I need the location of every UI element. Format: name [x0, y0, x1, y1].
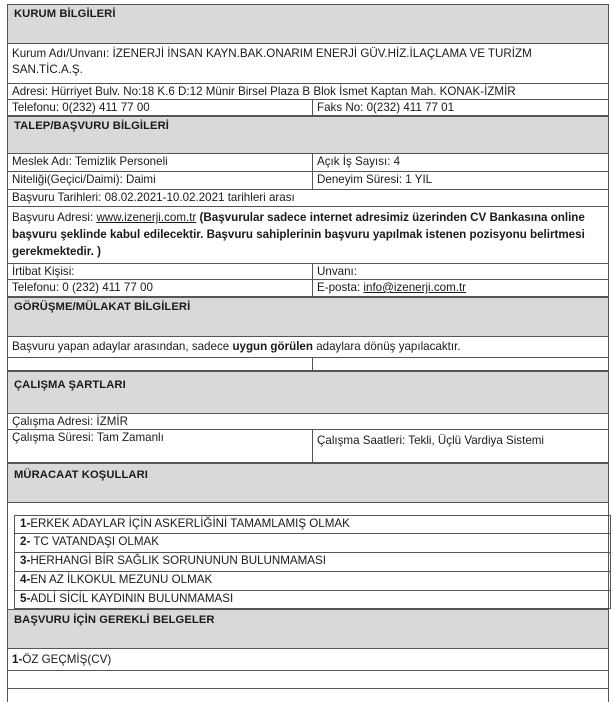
kurum-faks: Faks No: 0(232) 411 77 01	[312, 100, 608, 115]
belgeler-item	[8, 649, 608, 670]
muracaat-item-num: 2-	[20, 535, 31, 548]
section-title-kurum: KURUM BİLGİLERİ	[14, 8, 116, 20]
talep-irtibat: İrtibat Kişisi:	[12, 265, 75, 278]
kurum-ad-label: Kurum Adı/Unvanı:	[12, 47, 110, 60]
section-title-calisma: ÇALIŞMA ŞARTLARI	[14, 379, 126, 391]
talep-nitelik-row	[8, 172, 608, 190]
talep-irtibat-row	[8, 264, 608, 280]
talep-meslek-row	[8, 154, 608, 172]
section-title-belgeler: BAŞVURU İÇİN GEREKLİ BELGELER	[14, 614, 215, 626]
muracaat-item	[15, 572, 610, 591]
kurum-telefon-row	[8, 100, 608, 116]
talep-niteligi: Niteliği(Geçici/Daimi): Daimi	[12, 173, 156, 186]
kurum-adres-row	[8, 84, 608, 100]
kurum-ad-value: İZENERJİ İNSAN KAYN.BAK.ONARIM ENERJİ GÜV.HİZ.İLAÇLAMA VE TURİZM SAN.TİC.A.Ş.	[12, 47, 532, 76]
calisma-adres-row	[8, 414, 608, 430]
talep-acik-is: Açık İş Sayısı: 4	[312, 154, 608, 171]
gorusme-empty-row	[8, 358, 608, 371]
muracaat-item-num: 4-	[20, 573, 31, 586]
gorusme-empty-divider	[312, 358, 313, 371]
kurum-telefon: Telefonu: 0(232) 411 77 00	[12, 101, 150, 114]
belgeler-item-num: 1-	[12, 653, 23, 666]
calisma-sure: Çalışma Süresi: Tam Zamanlı	[12, 431, 164, 444]
muracaat-item-num: 1-	[20, 517, 31, 530]
kurum-adres-cell	[8, 84, 608, 99]
belgeler-item-row	[8, 649, 608, 671]
talep-unvani: Unvanı:	[312, 264, 608, 279]
section-header-belgeler	[8, 609, 608, 649]
talep-deneyim: Deneyim Süresi: 1 YIL	[312, 172, 608, 189]
muracaat-item-text: ERKEK ADAYLAR İÇİN ASKERLİĞİNİ TAMAMLAMIŞ OLMAK	[30, 517, 350, 530]
gorusme-text-bold: uygun görülen	[232, 340, 313, 353]
muracaat-item	[15, 553, 610, 572]
gorusme-text-after: adaylara dönüş yapılacaktır.	[316, 340, 461, 353]
section-title-gorusme: GÖRÜŞME/MÜLAKAT BİLGİLERİ	[14, 301, 191, 313]
talep-adres-text	[12, 209, 602, 260]
talep-tarihler: Başvuru Tarihleri: 08.02.2021-10.02.2021 tarihleri arası	[12, 191, 295, 204]
talep-telefon-row	[8, 280, 608, 297]
kurum-ad-text	[12, 46, 602, 78]
section-title-muracaat: MÜRACAAT KOŞULLARI	[14, 469, 148, 481]
section-header-calisma	[8, 371, 608, 414]
talep-eposta-link[interactable]: info@izenerji.com.tr	[363, 281, 467, 294]
section-header-gorusme	[8, 297, 608, 337]
belgeler-empty-row	[8, 671, 608, 689]
muracaat-item-text: HERHANGİ BİR SAĞLIK SORUNUNUN BULUNMAMASI	[30, 554, 326, 567]
gorusme-text	[8, 337, 608, 357]
muracaat-item-text: ADLİ SİCİL KAYDININ BULUNMAMASI	[30, 592, 234, 605]
calisma-sure-row	[8, 430, 608, 463]
muracaat-item-num: 5-	[20, 592, 31, 605]
talep-tarihler-row	[8, 190, 608, 207]
muracaat-item-text: TC VATANDAŞI OLMAK	[30, 535, 159, 548]
talep-eposta-label: E-posta:	[317, 281, 361, 294]
talep-adres-note: (Başvurular sadece internet adresimiz üzerinden CV Bankasına online başvuru şeklinde kabul edilecektir. Başvuru sahiplerinin başvuru yapılmak istenen pozisyonu belirtmesi gerekmektedir. )	[12, 211, 585, 258]
gorusme-text-row	[8, 337, 608, 358]
calisma-adres: Çalışma Adresi: İZMİR	[12, 415, 128, 428]
muracaat-item	[15, 591, 610, 609]
calisma-saatler: Çalışma Saatleri: Tekli, Üçlü Vardiya Sistemi	[312, 430, 608, 462]
talep-meslek: Meslek Adı: Temizlik Personeli	[12, 155, 168, 168]
talep-adres-link[interactable]: www.izenerji.com.tr	[96, 211, 197, 224]
muracaat-item	[15, 534, 610, 553]
talep-adres-label: Başvuru Adresi:	[12, 211, 94, 224]
section-title-talep: TALEP/BAŞVURU BİLGİLERİ	[14, 120, 169, 132]
muracaat-item-num: 3-	[20, 554, 31, 567]
kurum-adres-value: Hürriyet Bulv. No:18 K.6 D:12 Münir Birsel Plaza B Blok İsmet Kaptan Mah. KONAK-İZMİR	[51, 85, 516, 98]
muracaat-item	[15, 516, 610, 534]
talep-eposta	[312, 280, 608, 296]
muracaat-list	[14, 515, 611, 609]
talep-telefon: Telefonu: 0 (232) 411 77 00	[12, 281, 153, 294]
section-header-talep	[8, 116, 608, 154]
section-header-muracaat	[8, 463, 608, 503]
gorusme-text-before: Başvuru yapan adaylar arasından, sadece	[12, 340, 230, 353]
belgeler-item-text: ÖZ GEÇMİŞ(CV)	[22, 653, 112, 666]
talep-adres-row	[8, 207, 608, 264]
muracaat-item-text: EN AZ İLKOKUL MEZUNU OLMAK	[30, 573, 213, 586]
kurum-ad-row	[8, 44, 608, 84]
kurum-adres-label: Adresi:	[12, 85, 49, 98]
section-header-kurum	[8, 4, 608, 44]
